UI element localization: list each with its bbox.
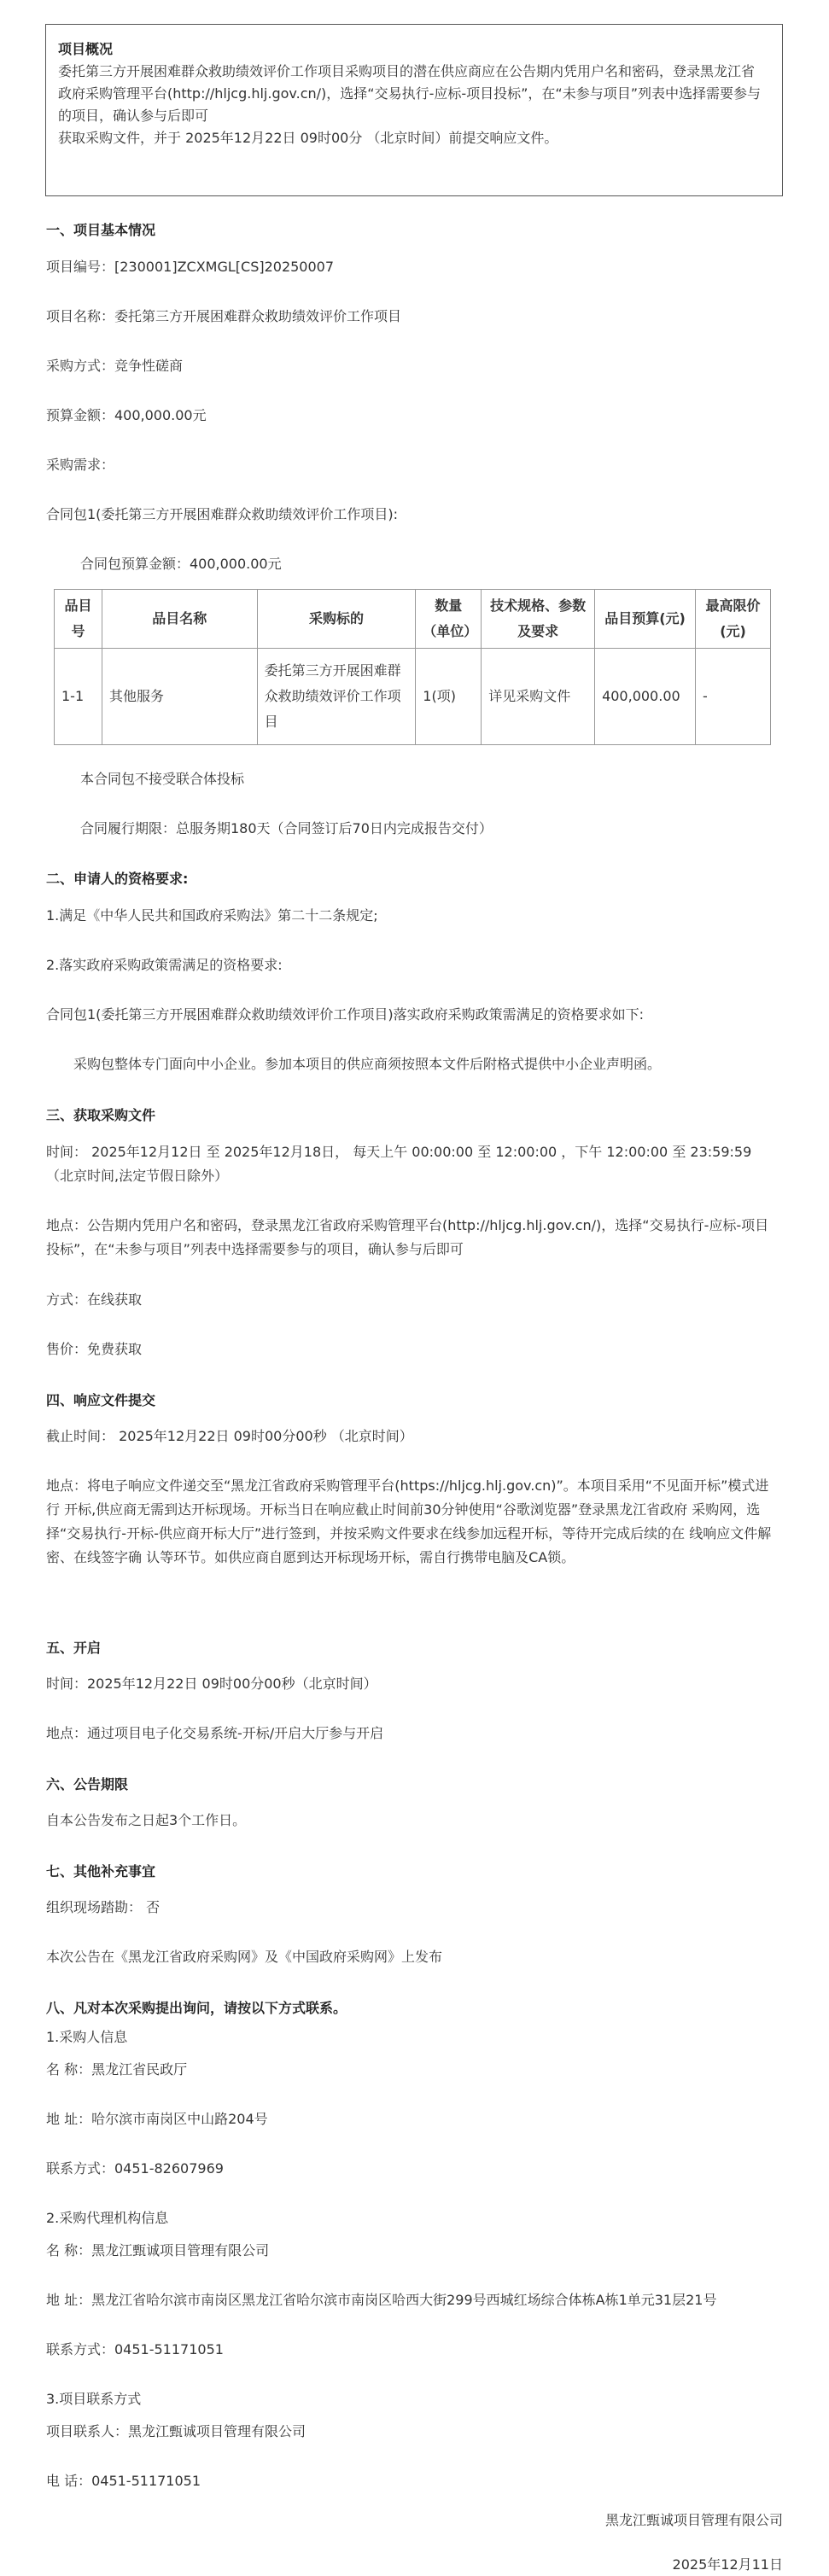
table-header: 数量（单位） xyxy=(416,590,482,649)
table-cell: 其他服务 xyxy=(102,649,257,745)
procurement-demand-label: 采购需求： xyxy=(46,457,115,473)
acquisition-price: 售价：免费获取 xyxy=(46,1341,143,1357)
site-visit: 组织现场踏勘： 否 xyxy=(46,1899,161,1915)
section-7-title: 七、其他补充事宜 xyxy=(46,1863,156,1880)
acquisition-time: 时间： 2025年12月12日 至 2025年12月18日， 每天上午 00:00:00 至 12:00:00 ，下午 12:00:00 至 23:59:59 （北京时间,法定节假日除外） xyxy=(46,1144,752,1184)
opening-time: 时间：2025年12月22日 09时00分00秒（北京时间） xyxy=(46,1676,377,1692)
project-contact-person: 项目联系人：黑龙江甄诚项目管理有限公司 xyxy=(46,2423,306,2439)
overview-deadline-text: 获取采购文件，并于 2025年12月22日 09时00分 （北京时间）前提交响应文件。 xyxy=(58,130,558,146)
section-8-title: 八、凡对本次采购提出询问，请按以下方式联系。 xyxy=(46,2000,347,2016)
table-header: 品目名称 xyxy=(102,590,257,649)
table-row xyxy=(55,649,771,745)
project-name: 项目名称：委托第三方开展困难群众救助绩效评价工作项目 xyxy=(46,308,402,324)
footer-organization: 黑龙江甄诚项目管理有限公司 xyxy=(604,2512,783,2528)
publish-channels: 本次公告在《黑龙江省政府采购网》及《中国政府采购网》上发布 xyxy=(46,1949,443,1965)
section-5-title: 五、开启 xyxy=(46,1640,102,1656)
notice-period: 自本公告发布之日起3个工作日。 xyxy=(46,1812,247,1828)
no-consortium-note: 本合同包不接受联合体投标 xyxy=(80,771,245,787)
overview-box xyxy=(45,24,783,196)
agent-info-title: 2.采购代理机构信息 xyxy=(46,2210,169,2226)
footer-date: 2025年12月11日 xyxy=(672,2556,783,2573)
table-cell: 1-1 xyxy=(55,649,102,745)
overview-title: 项目概况 xyxy=(58,41,114,57)
section-4-title: 四、响应文件提交 xyxy=(46,1392,156,1408)
contract-package-title: 合同包1(委托第三方开展困难群众救助绩效评价工作项目): xyxy=(46,506,399,522)
project-contact-title: 3.项目联系方式 xyxy=(46,2391,142,2407)
table-header: 技术规格、参数及要求 xyxy=(482,590,595,649)
table-header: 采购标的 xyxy=(257,590,416,649)
items-table xyxy=(54,589,771,745)
qualification-item-2: 2.落实政府采购政策需满足的资格要求: xyxy=(46,957,283,973)
buyer-phone: 联系方式：0451-82607969 xyxy=(46,2160,224,2177)
procurement-method: 采购方式：竞争性磋商 xyxy=(46,358,184,374)
section-2-title: 二、申请人的资格要求: xyxy=(46,871,189,887)
contract-package-budget: 合同包预算金额：400,000.00元 xyxy=(80,556,282,572)
section-1-title: 一、项目基本情况 xyxy=(46,222,156,238)
project-contact-phone: 电 话：0451-51171051 xyxy=(46,2473,201,2489)
acquisition-method: 方式：在线获取 xyxy=(46,1291,143,1308)
buyer-info-title: 1.采购人信息 xyxy=(46,2029,128,2045)
submission-deadline: 截止时间： 2025年12月22日 09时00分00秒 （北京时间） xyxy=(46,1428,413,1444)
buyer-address: 地 址：哈尔滨市南岗区中山路204号 xyxy=(46,2111,268,2127)
qualification-item-3: 合同包1(委托第三方开展困难群众救助绩效评价工作项目)落实政府采购政策需满足的资格要求如下: xyxy=(46,1006,645,1023)
acquisition-place: 地点：公告期内凭用户名和密码，登录黑龙江省政府采购管理平台(http://hljcg.hlj.gov.cn/)，选择“交易执行-应标-项目投标”，在“未参与项目”列表中选择需要参与的项目，确认参与后即可 xyxy=(46,1217,769,1257)
agent-name: 名 称：黑龙江甄诚项目管理有限公司 xyxy=(46,2242,270,2258)
qualification-item-4: 采购包整体专门面向中小企业。参加本项目的供应商须按照本文件后附格式提供中小企业声明函。 xyxy=(73,1056,662,1072)
table-cell: 1(项) xyxy=(416,649,482,745)
table-header-row xyxy=(55,590,771,649)
agent-phone: 联系方式：0451-51171051 xyxy=(46,2341,224,2357)
table-cell: - xyxy=(696,649,771,745)
table-cell: 委托第三方开展困难群众救助绩效评价工作项目 xyxy=(257,649,416,745)
submission-place: 地点：将电子响应文件递交至“黑龙江省政府采购管理平台(https://hljcg.hlj.gov.cn)”。本项目采用“不见面开标”模式进行 开标,供应商无需到达开标现场。开标当日在响应截止时间前30分钟使用“谷歌浏览器”登录黑龙江省政府 采购网，选择“交易执行-开标-供应商开标大厅”进行签到，并按采购文件要求在线参加远程开标，等待开完成后续的在 线响应文件解密、在线签字确 认等环节。如供应商自愿到达开标现场开标，需自行携带电脑及CA锁。 xyxy=(46,1477,772,1565)
budget-amount: 预算金额：400,000.00元 xyxy=(46,407,207,423)
overview-text: 委托第三方开展困难群众救助绩效评价工作项目采购项目的潜在供应商应在公告期内凭用户名和密码，登录黑龙江省政府采购管理平台(http://hljcg.hlj.gov.cn/)，选择“交易执行-应标-项目投标”，在“未参与项目”列表中选择需要参与的项目，确认参与后即可 xyxy=(58,63,761,124)
opening-place: 地点：通过项目电子化交易系统-开标/开启大厅参与开启 xyxy=(46,1725,384,1741)
section-6-title: 六、公告期限 xyxy=(46,1776,129,1792)
contract-period: 合同履行期限：总服务期180天（合同签订后70日内完成报告交付） xyxy=(80,820,493,836)
table-header: 品目预算(元) xyxy=(595,590,696,649)
agent-address: 地 址：黑龙江省哈尔滨市南岗区黑龙江省哈尔滨市南岗区哈西大街299号西城红场综合体栋A栋1单元31层21号 xyxy=(46,2292,717,2308)
table-header: 品目号 xyxy=(55,590,102,649)
project-number: 项目编号：[230001]ZCXMGL[CS]20250007 xyxy=(46,259,335,275)
table-cell: 详见采购文件 xyxy=(482,649,595,745)
table-cell: 400,000.00 xyxy=(595,649,696,745)
qualification-item-1: 1.满足《中华人民共和国政府采购法》第二十二条规定; xyxy=(46,907,378,924)
buyer-name: 名 称：黑龙江省民政厅 xyxy=(46,2061,188,2078)
table-header: 最高限价(元) xyxy=(696,590,771,649)
section-3-title: 三、获取采购文件 xyxy=(46,1107,156,1123)
